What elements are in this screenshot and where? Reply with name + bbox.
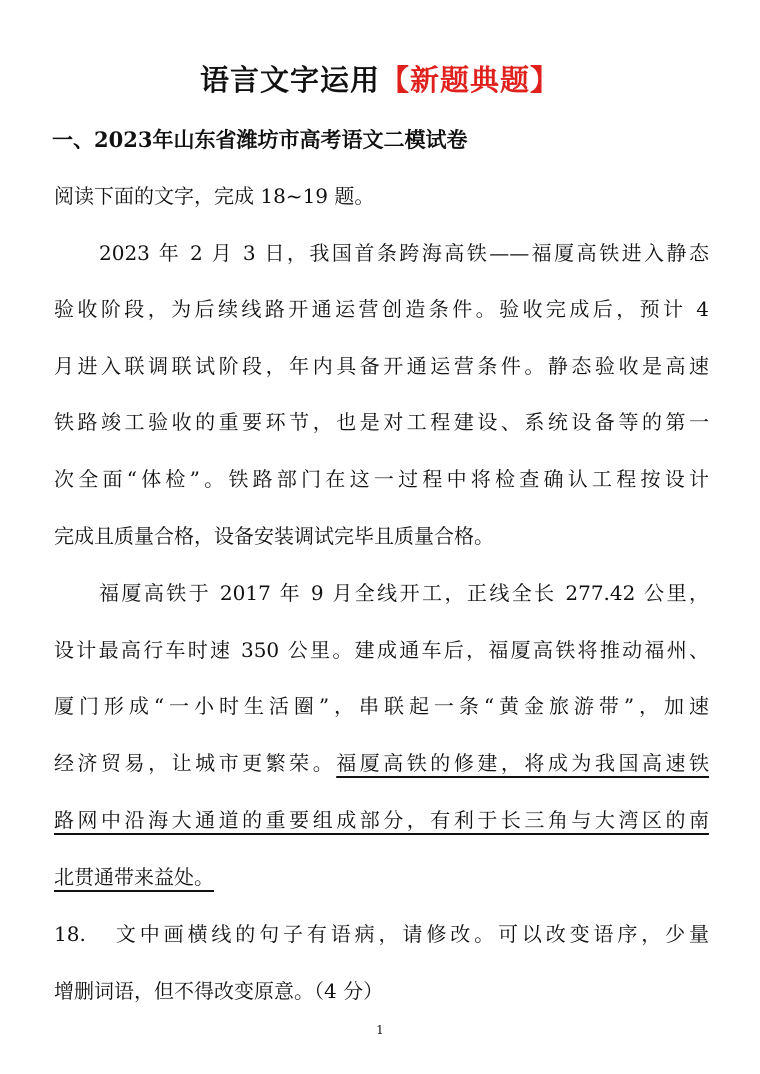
paragraph1-line: 月进入联调联试阶段，年内具备开通运营条件。静态验收是高速	[54, 354, 709, 378]
paragraph2-line: 设计最高行车时速 350 公里。建成通车后，福厦高铁将推动福州、	[54, 638, 709, 662]
paragraph2-line	[54, 800, 709, 840]
paragraph1-line: 铁路竣工验收的重要环节，也是对工程建设、系统设备等的第一	[54, 410, 709, 434]
title-main: 语言文字运用	[199, 63, 380, 97]
underlined-sentence: 路网中沿海大通道的重要组成部分，有利于长三角与大湾区的南	[54, 808, 709, 832]
page-title	[0, 58, 760, 102]
paragraph2-line: 福厦高铁于 2017 年 9 月全线开工，正线全长 277.42 公里，	[99, 581, 709, 605]
paragraph1-line: 验收阶段，为后续线路开通运营创造条件。验收完成后，预计 4	[54, 297, 709, 321]
question-18-continued: 增删词语，但不得改变原意。（4 分）	[54, 979, 384, 1003]
section-heading: 一、2023年山东省潍坊市高考语文二模试卷	[52, 127, 468, 152]
title-accent: 【新题典题】	[380, 63, 561, 97]
underlined-sentence: 北贯通带来益处。	[54, 865, 214, 889]
page-number: 1	[376, 1023, 384, 1037]
paragraph1-line: 次全面“体检”。铁路部门在这一过程中将检查确认工程按设计	[54, 467, 709, 491]
question-text: 文中画横线的句子有语病，请修改。可以改变语序，少量	[112, 922, 709, 946]
paragraph1-line: 完成且质量合格，设备安装调试完毕且质量合格。	[54, 524, 494, 548]
question-number: 18.	[54, 922, 86, 946]
paragraph2-line	[54, 743, 709, 783]
paragraph2-line: 厦门形成“一小时生活圈”，串联起一条“黄金旅游带”，加速	[54, 694, 709, 718]
underlined-sentence: 福厦高铁的修建，将成为我国高速铁	[336, 751, 710, 775]
paragraph2-line	[54, 857, 709, 897]
paragraph2-plain-text: 经济贸易，让城市更繁荣。	[54, 751, 337, 775]
question-18	[54, 914, 709, 954]
instruction-text: 阅读下面的文字，完成 18~19 题。	[54, 184, 375, 208]
paragraph1-line: 2023 年 2 月 3 日，我国首条跨海高铁——福厦高铁进入静态	[99, 241, 709, 265]
